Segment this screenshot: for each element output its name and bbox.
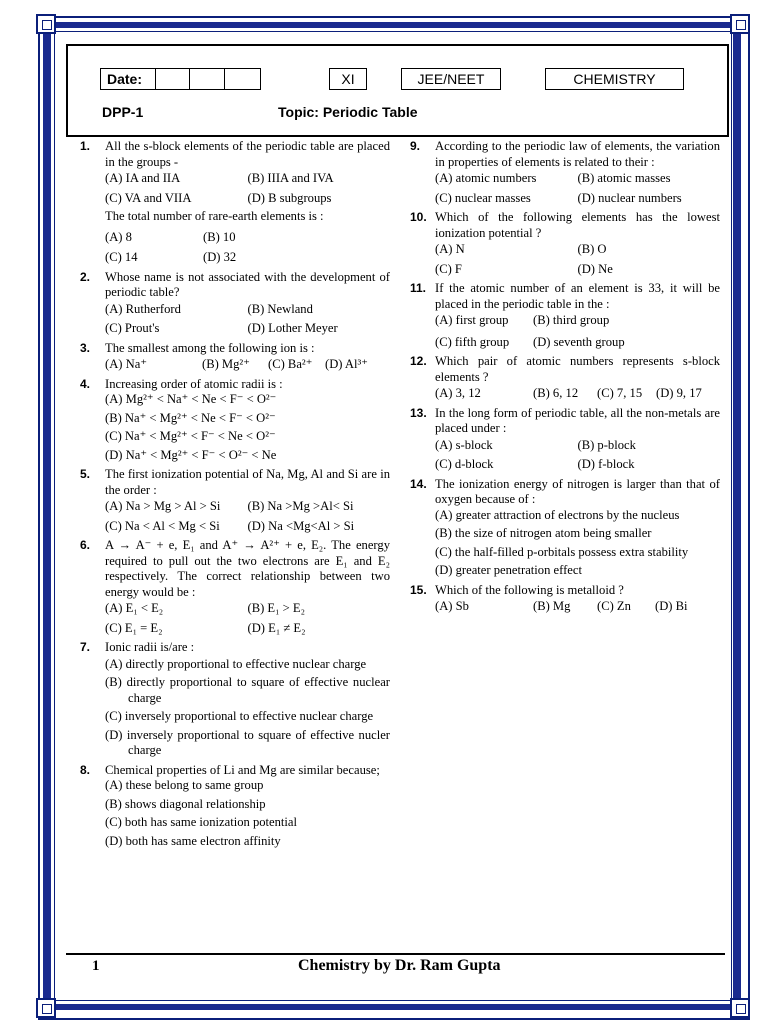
option-a: (A) N bbox=[435, 242, 465, 256]
option-a: (A) directly proportional to effective nuclear charge bbox=[105, 656, 367, 671]
topic-title: Topic: Periodic Table bbox=[278, 104, 418, 120]
date-cell bbox=[155, 69, 156, 89]
question-text: If the atomic number of an element is 33, it will be placed in the periodic table in the : bbox=[435, 281, 720, 311]
option-b: (B) 6, 12 bbox=[533, 386, 579, 400]
question-2 bbox=[80, 270, 390, 337]
left-column bbox=[80, 139, 390, 853]
question-12 bbox=[410, 354, 720, 402]
option-c: (C) 7, 15 bbox=[597, 386, 643, 400]
option-b: (B) directly proportional to square of effective nuclear charge bbox=[105, 675, 390, 705]
option-b: (B) Na⁺ < Mg²⁺ < Ne < F⁻ < O²⁻ bbox=[105, 410, 276, 425]
option-c: (C) Prout's bbox=[105, 321, 160, 335]
option-d: (D) Lother Meyer bbox=[247, 321, 338, 335]
question-number: 7. bbox=[80, 640, 91, 654]
question-3 bbox=[80, 341, 390, 373]
page-border-band bbox=[733, 22, 741, 1010]
option-a: (A) 3, 12 bbox=[435, 386, 481, 400]
dpp-label: DPP-1 bbox=[102, 104, 144, 120]
option-d: (D) both has same electron affinity bbox=[105, 833, 281, 848]
option-c: (C) Na⁺ < Mg²⁺ < F⁻ < Ne < O²⁻ bbox=[105, 429, 276, 443]
question-text: According to the periodic law of elements, the variation in properties of elements is related to their : bbox=[435, 139, 720, 169]
option-c: (C) both has same ionization potential bbox=[105, 815, 298, 829]
option-d: (D) nuclear numbers bbox=[577, 190, 682, 205]
date-field bbox=[100, 68, 261, 90]
option-a: (A) these belong to same group bbox=[105, 778, 264, 792]
question-text: Which of the following is metalloid ? bbox=[435, 582, 624, 597]
option-b: (B) Mg bbox=[533, 599, 571, 613]
question-1 bbox=[80, 139, 390, 266]
question-text: The ionization energy of nitrogen is larger than that of oxygen because of : bbox=[435, 476, 720, 506]
option-b: (B) third group bbox=[533, 313, 610, 327]
date-label: Date: bbox=[107, 71, 143, 87]
option-c: (C) inversely proportional to effective nuclear charge bbox=[105, 709, 374, 723]
question-text: Increasing order of atomic radii is : bbox=[105, 376, 283, 391]
option-d: (D) 9, 17 bbox=[656, 386, 702, 400]
option-c: (C) Na < Al < Mg < Si bbox=[105, 518, 220, 533]
question-number: 9. bbox=[410, 139, 421, 153]
option-a: (A) first group bbox=[435, 313, 509, 327]
question-13 bbox=[410, 406, 720, 473]
option-d: (D) E₁ ≠ E₂ bbox=[247, 620, 306, 635]
option-d: (D) Na <Mg<Al > Si bbox=[247, 518, 355, 533]
border-corner-ornament bbox=[730, 14, 750, 34]
option-d: (D) inversely proportional to square of effective nucler charge bbox=[105, 727, 390, 757]
class-box: XI bbox=[329, 68, 367, 90]
option-c: (C) VA and VIIA bbox=[105, 190, 192, 205]
page-border-band bbox=[43, 22, 741, 28]
question-number: 14. bbox=[410, 476, 427, 491]
question-number: 2. bbox=[80, 269, 91, 284]
option-d: (D) B subgroups bbox=[247, 190, 332, 205]
option-b: (B) IIIA and IVA bbox=[247, 171, 334, 185]
option-c: (C) Zn bbox=[597, 599, 631, 613]
exam-box: JEE/NEET bbox=[401, 68, 501, 90]
question-text: Which of the following elements has the lowest ionization potential ? bbox=[435, 210, 720, 240]
question-number: 1. bbox=[80, 139, 91, 153]
option-c: (C) fifth group bbox=[435, 334, 510, 349]
option-d: (D) greater penetration effect bbox=[435, 563, 582, 577]
question-number: 4. bbox=[80, 376, 91, 391]
date-cell bbox=[189, 69, 190, 89]
page-border-band bbox=[43, 22, 51, 1010]
option-a: (A) greater attraction of electrons by the nucleus bbox=[435, 507, 680, 522]
question-number: 5. bbox=[80, 467, 91, 481]
question-14 bbox=[410, 477, 720, 579]
option-c: (C) E₁ = E₂ bbox=[105, 620, 163, 635]
option-d: (D) Al³⁺ bbox=[325, 357, 368, 371]
question-text: The first ionization potential of Na, Mg, Al and Si are in the order : bbox=[105, 467, 390, 497]
question-number: 6. bbox=[80, 538, 91, 552]
option-d: (D) Bi bbox=[655, 599, 688, 613]
option-c: (C) the half-filled p-orbitals possess extra stability bbox=[435, 544, 689, 559]
question-9 bbox=[410, 139, 720, 206]
option-b: (B) Newland bbox=[247, 301, 313, 316]
option-d: (D) seventh group bbox=[533, 334, 625, 349]
option-a: (A) s-block bbox=[435, 437, 493, 452]
question-text: Ionic radii is/are : bbox=[105, 640, 195, 654]
border-corner-ornament bbox=[730, 998, 750, 1018]
question-text: Whose name is not associated with the development of periodic table? bbox=[105, 269, 390, 299]
option-c: (C) Ba²⁺ bbox=[268, 357, 313, 371]
page-number: 1 bbox=[92, 958, 100, 974]
option-a: (A) Na⁺ bbox=[105, 357, 147, 371]
option-a: (A) Rutherford bbox=[105, 301, 181, 316]
question-number: 12. bbox=[410, 354, 427, 368]
option-b: (B) Mg²⁺ bbox=[202, 357, 250, 371]
option-b: (B) the size of nitrogen atom being smaller bbox=[435, 526, 652, 540]
option-b: (B) Na >Mg >Al< Si bbox=[247, 499, 354, 513]
question-5 bbox=[80, 467, 390, 534]
option-c: (C) F bbox=[435, 261, 462, 276]
option-c: (C) 14 bbox=[105, 250, 138, 264]
question-number: 15. bbox=[410, 582, 427, 597]
option-c: (C) d-block bbox=[435, 457, 494, 471]
border-corner-ornament bbox=[36, 14, 56, 34]
option-a: (A) Sb bbox=[435, 599, 469, 613]
question-text: Chemical properties of Li and Mg are similar because; bbox=[105, 762, 380, 777]
subject-box: CHEMISTRY bbox=[545, 68, 684, 90]
option-b: (B) atomic masses bbox=[577, 171, 671, 185]
option-c: (C) nuclear masses bbox=[435, 190, 531, 205]
question-number: 11. bbox=[410, 281, 427, 295]
question-text: The smallest among the following ion is : bbox=[105, 340, 315, 355]
border-corner-ornament bbox=[36, 998, 56, 1018]
option-a: (A) atomic numbers bbox=[435, 171, 537, 185]
question-15 bbox=[410, 583, 720, 615]
question-number: 13. bbox=[410, 405, 427, 420]
footer-credit: Chemistry by Dr. Ram Gupta bbox=[298, 957, 501, 974]
question-8 bbox=[80, 763, 390, 850]
question-7 bbox=[80, 640, 390, 759]
option-a: (A) 8 bbox=[105, 229, 132, 244]
question-number: 10. bbox=[410, 210, 427, 224]
right-column bbox=[410, 139, 720, 619]
date-cell bbox=[224, 69, 225, 89]
option-a: (A) IA and IIA bbox=[105, 171, 181, 185]
option-a: (A) E₁ < E₂ bbox=[105, 601, 164, 615]
option-b: (B) E₁ > E₂ bbox=[247, 601, 306, 615]
page-border-band bbox=[43, 1004, 741, 1010]
worksheet-header bbox=[66, 44, 729, 137]
option-b: (B) 10 bbox=[203, 229, 236, 244]
option-d: (D) 32 bbox=[203, 250, 237, 264]
question-text: All the s-block elements of the periodic table are placed in the groups - bbox=[105, 139, 390, 169]
option-b: (B) p-block bbox=[577, 437, 636, 452]
option-d: (D) f-block bbox=[577, 457, 635, 471]
option-a: (A) Mg²⁺ < Na⁺ < Ne < F⁻ < O²⁻ bbox=[105, 392, 277, 406]
question-number: 8. bbox=[80, 762, 91, 777]
option-a: (A) Na > Mg > Al > Si bbox=[105, 499, 221, 513]
option-b: (B) O bbox=[577, 242, 607, 256]
footer-rule bbox=[66, 953, 725, 955]
question-text-extra: The total number of rare-earth elements is : bbox=[105, 209, 324, 223]
option-b: (B) shows diagonal relationship bbox=[105, 796, 266, 811]
question-11 bbox=[410, 281, 720, 350]
question-4 bbox=[80, 377, 390, 464]
question-number: 3. bbox=[80, 340, 91, 355]
option-d: (D) Na⁺ < Mg²⁺ < F⁻ < O²⁻ < Ne bbox=[105, 447, 277, 462]
option-d: (D) Ne bbox=[577, 261, 613, 276]
question-text: Which pair of atomic numbers represents s-block elements ? bbox=[435, 354, 720, 384]
question-text: In the long form of periodic table, all the non-metals are placed under : bbox=[435, 405, 720, 435]
question-10 bbox=[410, 210, 720, 277]
question-6 bbox=[80, 538, 390, 636]
question-text: A → A⁻ + e, E₁ and A⁺ → A²⁺ + e, E₂. The energy required to pull out the two electrons are E₁ and E₂ respectively. The correct relationship between two energy would be : bbox=[105, 538, 390, 599]
